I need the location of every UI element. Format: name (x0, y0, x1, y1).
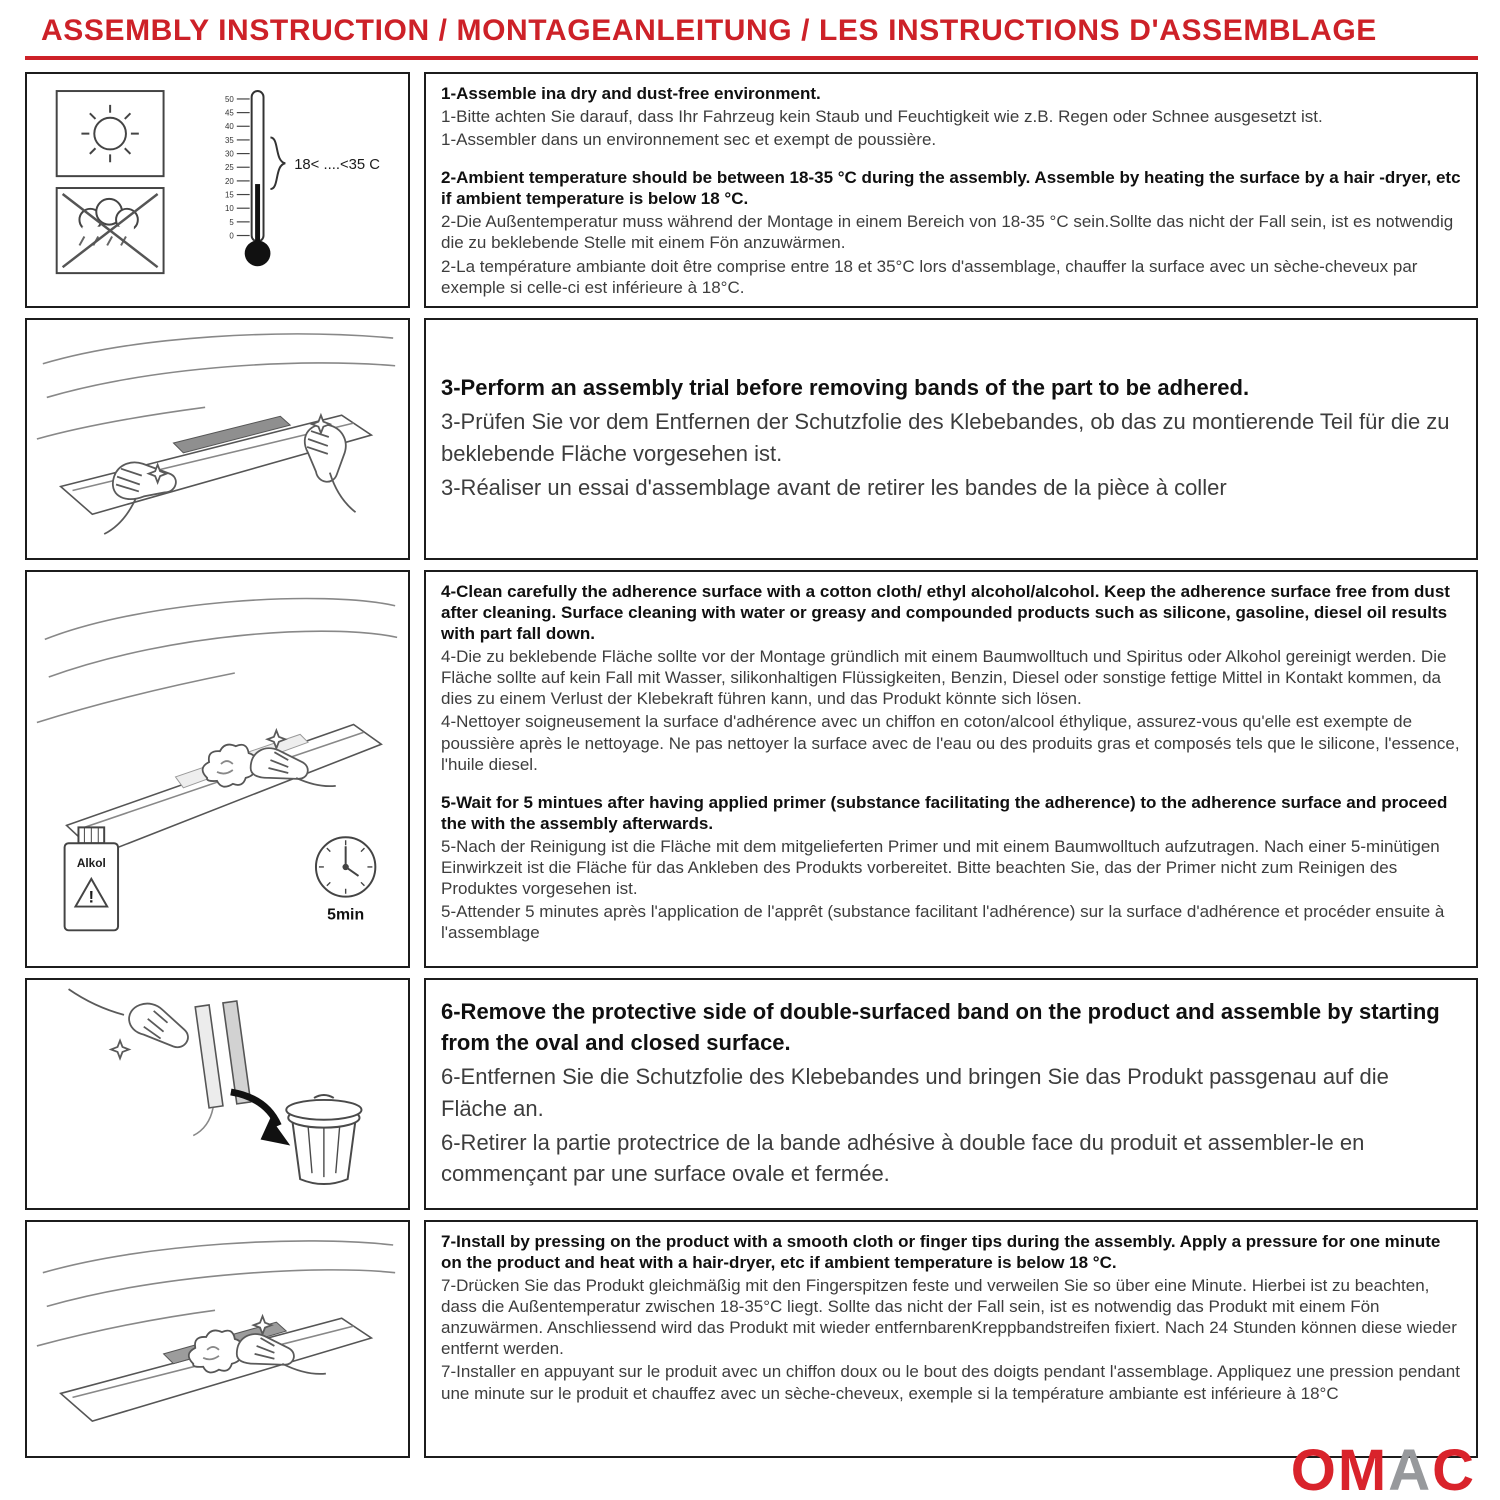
illustration-environment-temperature (25, 72, 410, 308)
header (25, 10, 1478, 60)
step-5-fr: 5-Attender 5 minutes après l'application de l'apprêt (substance facilitant l'adhérence) sur la surface d'adhérence et procéder ensuite à l'assemblage (441, 902, 1445, 943)
clock-label: 5min (327, 906, 365, 924)
thermometer-tick-label: 20 (225, 176, 234, 186)
thermometer-tick-label: 15 (225, 190, 234, 200)
step-4-de: 4-Die zu beklebende Fläche sollte vor der Montage gründlich mit einem Baumwolltuch und Spiritus oder Alkohol gereinigt werden. Die Fläche sollte auf kein Fall mit Wasser, silikonhaltigen Flüssigkeiten, Benzin, Diesel oder sonstige fettige Mittel in Kontakt kommen, da dies zu einem Verlust der Klebekraft führen kann, und das Produkt könnte sich lösen. (441, 647, 1447, 709)
thermometer-tick-label: 35 (225, 135, 234, 145)
assembly-trial-sketch (27, 320, 408, 558)
thermometer-tick-label: 30 (225, 149, 234, 159)
textbox-step-3 (424, 318, 1478, 560)
step-2-fr: 2-La température ambiante doit être comprise entre 18 et 35°C lors d'assemblage, chauffer la surface avec un sèche-cheveux par exemple si celle-ci est inférieure à 18°C. (441, 256, 1418, 297)
door-sill-sketch (37, 599, 397, 856)
step-7-en: 7-Install by pressing on the product with a smooth cloth or finger tips during the assembly. Apply a pressure for one minute on the product and heat with a hair-dryer, etc if ambient temperature is below 18 °C. (441, 1232, 1441, 1273)
step-2-de: 2-Die Außentemperatur muss während der Montage in einem Bereich von 18-35 °C sein.Sollte das nicht der Fall sein, ist es notwendig die zu beklebende Stelle mit einem Fön anzuwärmen. (441, 212, 1454, 253)
step-7-de: 7-Drücken Sie das Produkt gleichmäßig mit den Fingerspitzen feste und verweilen Sie so über eine Minute. Hierbei ist zu beachten, dass die Außentemperatur zwischen 18-35°C liegt. Sollte das nicht der Fall sein, ist es notwendig das Produkt mit einem Fön anzuwärmen. Anschliessend wird das Produkt mit wieder entfernbarenKreppbandstreifen fixiert. Nach 24 Stunden können diese wieder entfernt werden. (441, 1276, 1457, 1359)
step-3-fr: 3-Réaliser un essai d'assemblage avant de retirer les bandes de la pièce à coller (441, 474, 1227, 500)
illustration-cleaning-primer (25, 570, 410, 968)
thermometer-tick-label: 0 (229, 231, 234, 241)
bottle-label: Alkol (76, 855, 106, 870)
remove-band-sketch (27, 980, 408, 1208)
thermometer-tick-label: 40 (225, 122, 234, 132)
logo-letter-c: C (1432, 1438, 1476, 1500)
step-3-en: 3-Perform an assembly trial before removing bands of the part to be adhered. (441, 375, 1250, 401)
logo-letters-om: OM (1290, 1438, 1389, 1500)
step-7-fr: 7-Installer en appuyant sur le produit avec un chiffon doux ou le bout des doigts pendant l'assemblage. Appliquez une pression pendant une minute sur le produit et chauffez avec un sèche-cheveux, exemple si la température ambiante est inférieure à 18°C (441, 1362, 1460, 1403)
row-step-3 (25, 318, 1478, 560)
step-1-de: 1-Bitte achten Sie darauf, dass Ihr Fahrzeug kein Staub und Feuchtigkeit wie z.B. Regen oder Schnee ausgesetzt ist. (441, 107, 1323, 127)
right-hand-sketch (305, 415, 356, 512)
temp-range-label: 18< ....<35 C (294, 157, 380, 174)
step-6-en: 6-Remove the protective side of double-surfaced band on the product and assemble by starting from the oval and closed surface. (441, 998, 1440, 1056)
thermometer-tick-label: 50 (225, 94, 234, 104)
textbox-step-4-5 (424, 570, 1478, 968)
logo-letter-a: A (1388, 1438, 1433, 1500)
step-5-en: 5-Wait for 5 mintues after having applied primer (substance facilitating the adherence) to the adherence surface and proceed the with the assembly afterwards. (441, 792, 1448, 833)
hand-sketch (237, 1316, 326, 1374)
illustration-assembly-trial (25, 318, 410, 560)
door-sill-sketch (37, 334, 395, 514)
omac-logo (1290, 1438, 1476, 1500)
no-rain-icon (57, 188, 164, 273)
row-step-6 (25, 978, 1478, 1210)
cleaning-cloth-sketch (189, 1330, 242, 1372)
step-3-de: 3-Prüfen Sie vor dem Entfernen der Schutzfolie des Klebebandes, ob das zu montierende Teil für die zu beklebende Fläche vorgesehen ist. (441, 409, 1450, 466)
page-title: ASSEMBLY INSTRUCTION / MONTAGEANLEITUNG / LES INSTRUCTIONS D'ASSEMBLAGE (41, 14, 1377, 47)
thermometer-tick-label: 5 (229, 217, 234, 227)
sun-icon (57, 91, 164, 176)
environment-temperature-sketch (27, 74, 408, 306)
thermometer-tick-label: 45 (225, 108, 234, 118)
step-4-fr: 4-Nettoyer soigneusement la surface d'adhérence avec un chiffon en coton/alcool éthylique, assurez-vous qu'elle est exempte de poussière après le nettoyage. Ne pas nettoyer la surface avec de l'eau ou des produits gras et composés tels que le silicone, l'essence, l'huile diesel. (441, 712, 1460, 774)
sparkle-icon (111, 1041, 129, 1059)
range-brace (270, 138, 285, 189)
row-step-7 (25, 1220, 1478, 1458)
textbox-step-1-2 (424, 72, 1478, 308)
thermometer-tick-label: 25 (225, 163, 234, 173)
cleaning-cloth-sketch (203, 745, 256, 787)
clock-icon (316, 837, 375, 896)
adhesive-strips-icon (193, 1001, 250, 1136)
thermometer-icon (225, 91, 380, 266)
trash-can-icon (286, 1095, 361, 1184)
warning-mark: ! (88, 887, 95, 907)
textbox-step-6 (424, 978, 1478, 1210)
step-1-fr: 1-Assembler dans un environnement sec et exempt de poussière. (441, 130, 937, 150)
sill-trim-strip (173, 416, 290, 453)
step-1-en: 1-Assemble ina dry and dust-free environment. (441, 84, 821, 103)
left-hand-sketch (104, 462, 176, 534)
step-4-en: 4-Clean carefully the adherence surface with a cotton cloth/ ethyl alcohol/alcohol. Keep the adherence surface free from dust after cleaning. Surface cleaning with water or greasy and compounded products such as silicone, gasoline, diesel oil results with part fall down. (441, 582, 1450, 644)
step-5-de: 5-Nach der Reinigung ist die Fläche mit dem mitgelieferten Primer und mit einem Baumwolltuch aufzutragen. Nach einer 5-minütigen Einwirkzeit ist die Fläche für das Ankleben des Produkts vorbereitet. Bitte beachten Sie, das der Primer nicht zum Reinigen des Produktes vorgesehen ist. (441, 836, 1440, 899)
paragraph-spacer (441, 777, 1461, 792)
illustration-press-product (25, 1220, 410, 1458)
thermometer-tick-label: 10 (225, 204, 234, 214)
step-6-fr: 6-Retirer la partie protectrice de la bande adhésive à double face du produit et assembler-le en commençant par une surface ovale et fermée. (441, 1129, 1365, 1186)
press-product-sketch (27, 1222, 408, 1456)
cleaning-sketch (27, 572, 408, 966)
hand-sketch (69, 989, 188, 1058)
title-underline (25, 56, 1478, 60)
paragraph-spacer (441, 152, 1461, 167)
step-2-en: 2-Ambient temperature should be between 18-35 °C during the assembly. Assemble by heating the surface by a hair -dryer, etc if ambient temperature is below 18 °C. (441, 168, 1461, 209)
textbox-step-7 (424, 1220, 1478, 1458)
row-step-1-2 (25, 72, 1478, 308)
alcohol-bottle-icon (65, 827, 118, 930)
step-6-de: 6-Entfernen Sie die Schutzfolie des Klebebandes und bringen Sie das Produkt passgenau auf die Fläche an. (441, 1064, 1389, 1121)
illustration-remove-band (25, 978, 410, 1210)
row-step-4-5 (25, 570, 1478, 968)
